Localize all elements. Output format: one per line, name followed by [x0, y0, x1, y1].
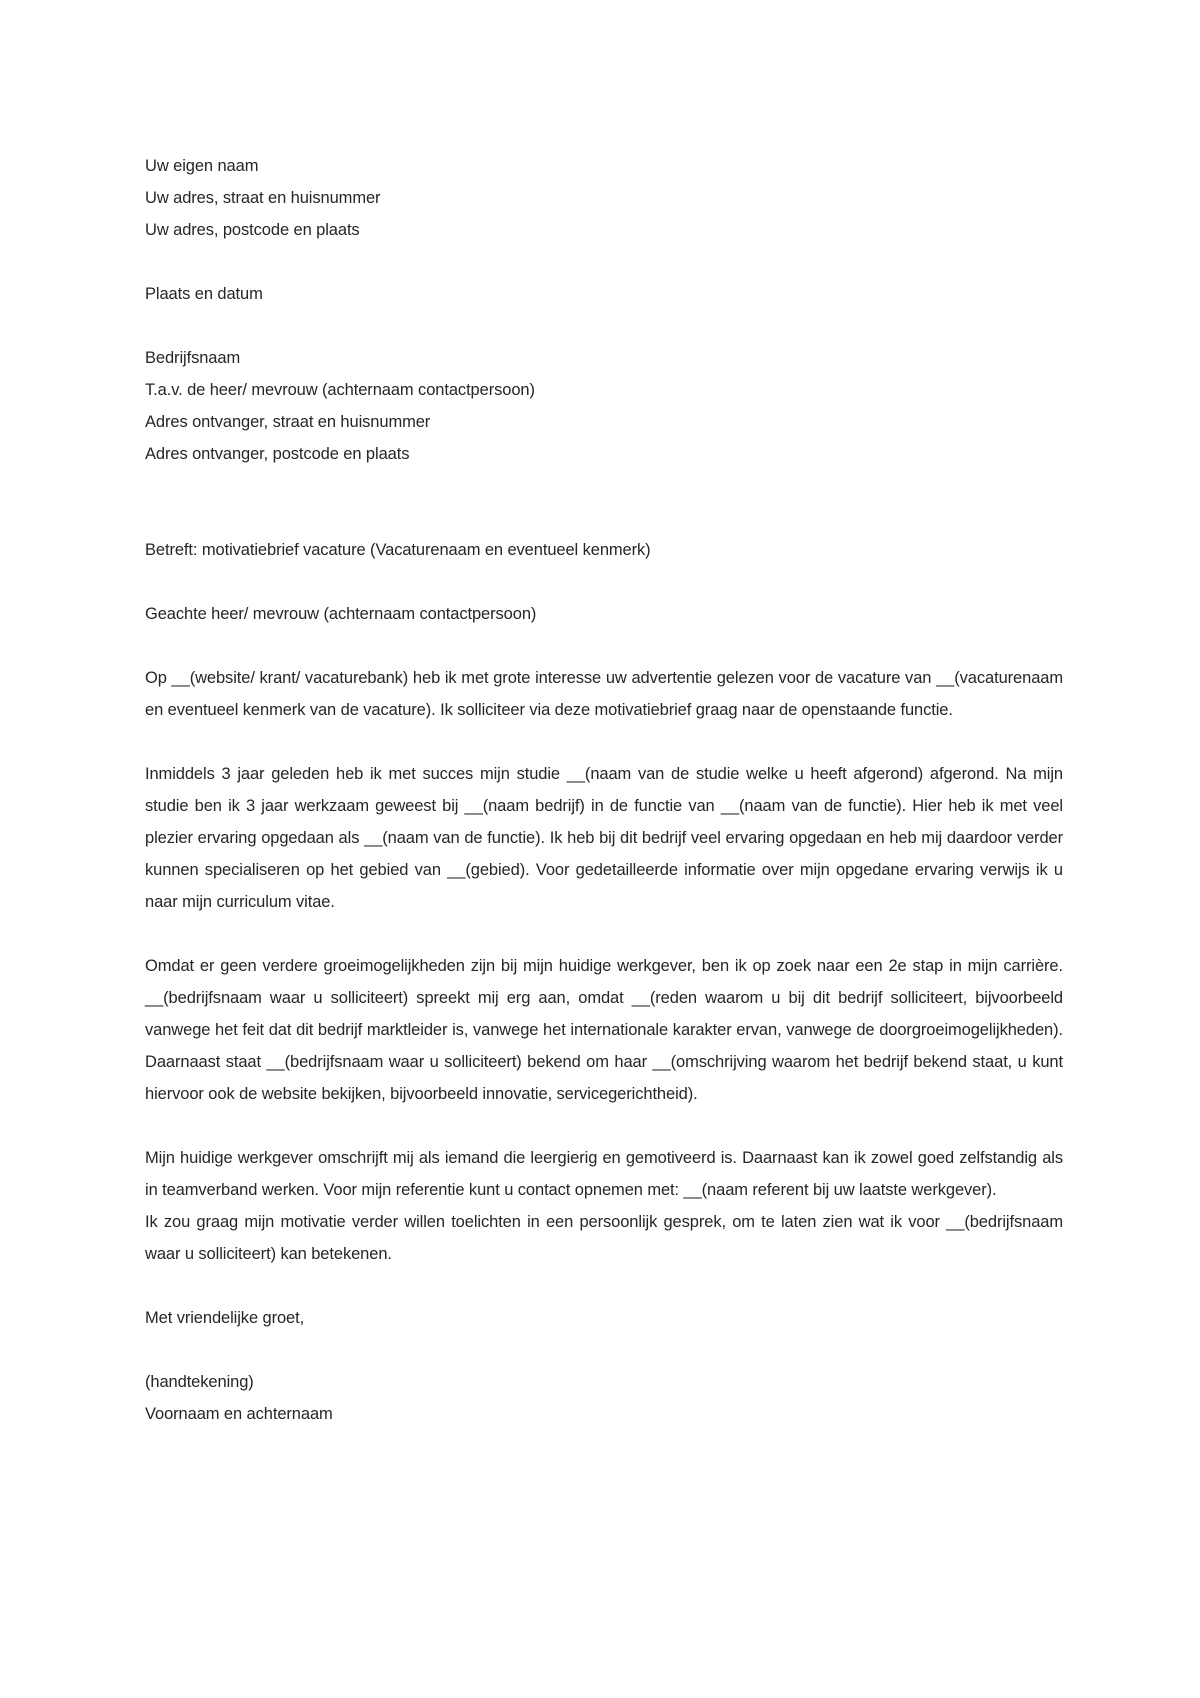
closing: Met vriendelijke groet, — [145, 1309, 305, 1327]
recipient-block — [145, 342, 1063, 470]
recipient-attention: T.a.v. de heer/ mevrouw (achternaam contactpersoon) — [145, 381, 535, 399]
recipient-address-street: Adres ontvanger, straat en huisnummer — [145, 413, 431, 431]
sender-address-city: Uw adres, postcode en plaats — [145, 221, 360, 239]
sender-address-street: Uw adres, straat en huisnummer — [145, 189, 381, 207]
signature-label: (handtekening) — [145, 1373, 254, 1391]
signature-name: Voornaam en achternaam — [145, 1405, 333, 1423]
salutation: Geachte heer/ mevrouw (achternaam contactpersoon) — [145, 605, 537, 623]
letter-body — [145, 150, 1063, 1430]
paragraph-interview: Ik zou graag mijn motivatie verder willen toelichten in een persoonlijk gesprek, om te laten zien wat ik voor __(bedrijfsnaam waar u solliciteert) kan betekenen. — [145, 1213, 1063, 1263]
paragraph-reference: Mijn huidige werkgever omschrijft mij als iemand die leergierig en gemotiveerd is. Daarnaast kan ik zowel goed zelfstandig als in teamverband werken. Voor mijn referentie kunt u contact opnemen met: __(naam referent bij uw laatste werkgever). — [145, 1149, 1063, 1199]
subject-line: Betreft: motivatiebrief vacature (Vacaturenaam en eventueel kenmerk) — [145, 541, 651, 559]
sender-name: Uw eigen naam — [145, 157, 259, 175]
recipient-address-city: Adres ontvanger, postcode en plaats — [145, 445, 410, 463]
paragraph-motivation: Omdat er geen verdere groeimogelijkheden zijn bij mijn huidige werkgever, ben ik op zoek naar een 2e stap in mijn carrière. __(bedrijfsnaam waar u solliciteert) spreekt mij erg aan, omdat __(reden waarom u bij dit bedrijf solliciteert, bijvoorbeeld vanwege het feit dat dit bedrijf marktleider is, vanwege het internationale karakter ervan, vanwege de doorgroeimogelijkheden). Daarnaast staat __(bedrijfsnaam waar u solliciteert) bekend om haar __(omschrijving waarom het bedrijf bekend staat, u kunt hiervoor ook de website bekijken, bijvoorbeeld innovatie, servicegerichtheid). — [145, 957, 1063, 1103]
sender-block — [145, 150, 1063, 246]
paragraph-experience: Inmiddels 3 jaar geleden heb ik met succes mijn studie __(naam van de studie welke u heeft afgerond) afgerond. Na mijn studie ben ik 3 jaar werkzaam geweest bij __(naam bedrijf) in de functie van __(naam van de functie). Hier heb ik met veel plezier ervaring opgedaan als __(naam van de functie). Ik heb bij dit bedrijf veel ervaring opgedaan en heb mij daardoor verder kunnen specialiseren op het gebied van __(gebied). Voor gedetailleerde informatie over mijn opgedane ervaring verwijs ik u naar mijn curriculum vitae. — [145, 765, 1063, 911]
recipient-company: Bedrijfsnaam — [145, 349, 241, 367]
paragraph-introduction: Op __(website/ krant/ vacaturebank) heb ik met grote interesse uw advertentie gelezen voor de vacature van __(vacaturenaam en eventueel kenmerk van de vacature). Ik solliciteer via deze motivatiebrief graag naar de openstaande functie. — [145, 669, 1063, 719]
place-date: Plaats en datum — [145, 285, 263, 303]
